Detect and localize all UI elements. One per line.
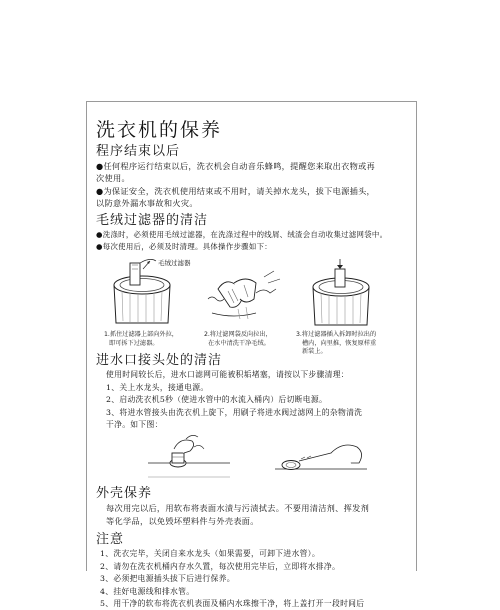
filter-reinstall-illustration (308, 257, 374, 329)
note-item-4: 4、挂好电源线和排水管。 (100, 586, 195, 596)
note-item-2: 2、请勿在洗衣机桶内存水久置，每次使用完毕后，立即将水排净。 (100, 561, 341, 571)
note-item-5: 5、用干净的软布将洗衣机表面及桶内水珠擦干净，将上盖打开一段时间后 (100, 598, 365, 608)
filter-wash-illustration (204, 269, 294, 329)
program-end-line-2: 次使用。 (96, 173, 130, 184)
program-end-line-1: ●任何程序运行结束以后，洗衣机会自动音乐蜂鸣，提醒您来取出衣物或再 (96, 161, 376, 171)
heading-shell: 外壳保养 (96, 486, 153, 502)
step-3-caption-line-1: 3.将过滤器插入拆卸时拉出的 (296, 331, 377, 339)
hose-unscrew-illustration (144, 433, 234, 483)
step-3-caption-line-2: 槽内，向里推，恢复原样重 (302, 339, 377, 347)
inlet-line-1: 使用时间较长后，进水口滤网可能被积垢堵塞，请按以下步骤清理： (106, 370, 349, 380)
program-end-line-3: ●为保证安全，洗衣机使用结束或不用时，请关掉水龙头，拔下电源插头， (96, 185, 376, 196)
notes-list (96, 548, 414, 610)
inlet-line-5: 干净。如下图： (106, 420, 163, 430)
note-item-1: 1、洗衣完毕，关闭自来水龙头（如果需要，可卸下进水管）。 (100, 549, 320, 559)
heading-program-end: 程序结束以后 (96, 144, 181, 159)
lint-filter-line-2: ●每次使用后，必须及时清理。具体操作步骤如下： (96, 242, 272, 252)
note-item-3: 3、必须把电源插头拔下后进行保养。 (100, 574, 235, 584)
shell-line-1: 每次用完以后，用软布将表面水渍与污渍拭去。不要用清洁剂、挥发剂 (106, 503, 370, 514)
lint-filter-figures (96, 255, 414, 356)
program-end-line-4: 以防意外漏水事故和火灾。 (96, 198, 198, 209)
inlet-line-2: 1、关上水龙头，接通电源。 (106, 382, 209, 392)
step-2-caption-line-2: 在水中清洗干净毛绒。 (208, 339, 270, 347)
valve-brush-illustration (271, 433, 371, 483)
step-2-caption-line-1: 2.将过滤网袋反向拉出， (204, 331, 272, 339)
step-1-caption-line-2: 即可拆下过滤器。 (109, 339, 159, 347)
lint-filter-line-1: ●洗涤时，必须使用毛绒过滤器，在洗涤过程中的线屑、绒渣会自动收集过滤网袋中。 (96, 229, 388, 239)
inlet-line-4: 3、将进水管接头由洗衣机上旋下，用刷子将进水阀过滤网上的杂物清洗 (106, 407, 363, 417)
shell-line-2: 等化学品，以免毁坏塑料件与外壳表面。 (106, 515, 259, 526)
step-1-caption (104, 331, 178, 348)
inlet-line-3: 2、启动洗衣机5秒（使进水管中的水流入桶内）后切断电源。 (106, 395, 328, 405)
step-3-caption-line-3: 新装上。 (302, 348, 327, 356)
manual-page (96, 118, 414, 610)
lint-filter-callout: 毛绒过滤器 (158, 259, 191, 268)
heading-notes: 注意 (96, 532, 125, 548)
step-2-caption (204, 331, 272, 348)
heading-inlet: 进水口接头处的清洁 (96, 353, 223, 369)
page-title: 洗衣机的保养 (96, 119, 223, 141)
heading-lint-filter: 毛绒过滤器的清洁 (96, 212, 209, 228)
inlet-figures (96, 433, 414, 485)
step-3-caption (296, 331, 376, 357)
step-1-caption-line-1: 1.抓住过滤器上部向外拉， (104, 331, 178, 339)
